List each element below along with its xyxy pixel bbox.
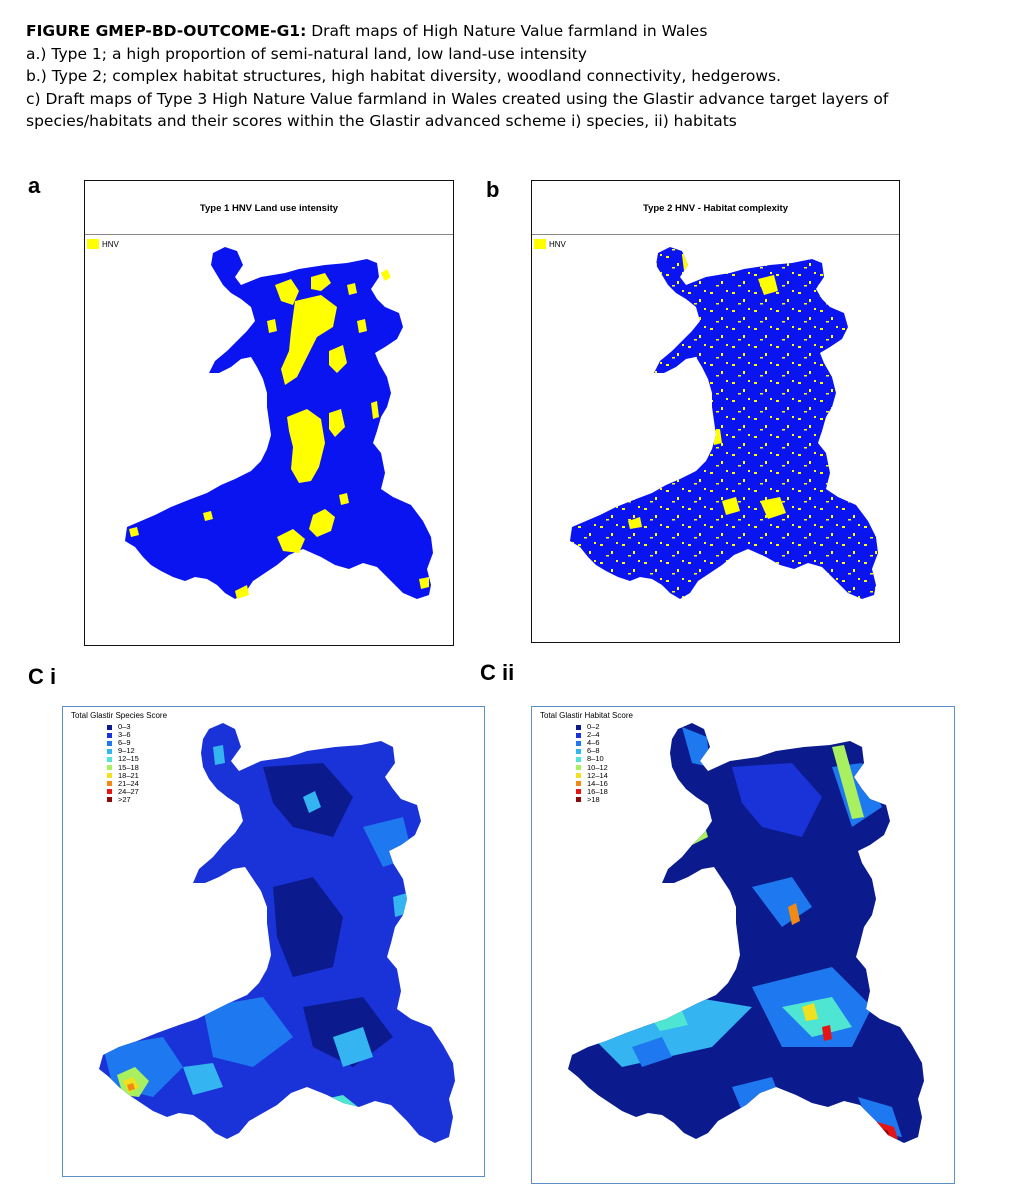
habitat-legend-label: 8–10	[587, 754, 604, 764]
map-b-title: Type 2 HNV - Habitat complexity	[532, 181, 899, 235]
habitat-legend-label: 6–8	[587, 746, 600, 756]
species-legend-item	[107, 723, 167, 731]
caption-line-b: b.) Type 2; complex habitat structures, high habitat diversity, woodland connectivity, hedgerows.	[26, 67, 782, 85]
habitat-legend-item	[576, 723, 633, 731]
species-legend-label: 6–9	[118, 738, 131, 748]
habitat-legend-label: 2–4	[587, 730, 600, 740]
species-legend-swatch	[107, 741, 112, 746]
habitat-legend-swatch	[576, 757, 581, 762]
habitat-legend-item	[576, 731, 633, 739]
species-legend-label: 0–3	[118, 722, 131, 732]
species-legend-item	[107, 731, 167, 739]
species-legend-item	[107, 796, 167, 804]
habitat-legend-items	[540, 723, 633, 804]
species-legend-swatch	[107, 773, 112, 778]
habitat-legend-swatch	[576, 741, 581, 746]
habitat-score-legend	[540, 711, 633, 804]
species-legend-swatch	[107, 797, 112, 802]
figure-id: FIGURE GMEP-BD-OUTCOME-G1:	[26, 22, 307, 40]
habitat-legend-label: 12–14	[587, 770, 608, 780]
habitat-legend-label: 14–16	[587, 778, 608, 788]
species-legend-label: 15–18	[118, 762, 139, 772]
habitat-legend-item	[576, 739, 633, 747]
habitat-legend-swatch	[576, 781, 581, 786]
habitat-legend-swatch	[576, 797, 581, 802]
species-legend-swatch	[107, 757, 112, 762]
habitat-legend-swatch	[576, 773, 581, 778]
species-legend-swatch	[107, 733, 112, 738]
panel-b-letter: b	[486, 177, 500, 202]
habitat-legend-swatch	[576, 765, 581, 770]
species-legend-label: 18–21	[118, 770, 139, 780]
figure-title: Draft maps of High Nature Value farmland in Wales	[306, 22, 708, 40]
panel-a-letter: a	[28, 173, 41, 198]
species-legend-label: 21–24	[118, 778, 139, 788]
habitat-legend-label: 4–6	[587, 738, 600, 748]
map-a-title: Type 1 HNV Land use intensity	[85, 181, 453, 235]
species-legend-item	[107, 739, 167, 747]
map-panel-ci	[62, 706, 485, 1177]
habitat-legend-item	[576, 788, 633, 796]
species-legend-label: 24–27	[118, 786, 139, 796]
species-legend-label: 9–12	[118, 746, 135, 756]
caption-line-c1: c) Draft maps of Type 3 High Nature Value farmland in Wales created using the Glastir advance target layers of	[26, 89, 889, 108]
map-b-legend-label: HNV	[549, 239, 566, 249]
habitat-legend-swatch	[576, 725, 581, 730]
map-a-canvas	[85, 181, 455, 647]
species-legend-swatch	[107, 749, 112, 754]
species-legend-swatch	[107, 725, 112, 730]
caption-line-a: a.) Type 1; a high proportion of semi-natural land, low land-use intensity	[26, 44, 587, 63]
caption-title-line	[26, 20, 1006, 43]
habitat-legend-swatch	[576, 749, 581, 754]
species-legend-label: 12–15	[118, 754, 139, 764]
habitat-legend-label: >18	[587, 794, 600, 804]
species-legend-swatch	[107, 781, 112, 786]
habitat-legend-swatch	[576, 789, 581, 794]
species-score-legend	[71, 711, 167, 804]
species-legend-title: Total Glastir Species Score	[71, 711, 168, 720]
panel-cii-letter: C ii	[480, 660, 515, 685]
wales-landmass-a	[125, 247, 433, 599]
caption-line-c2: species/habitats and their scores within the Glastir advanced scheme i) species, ii) habitats	[26, 112, 737, 130]
hnv-areas-b	[532, 241, 901, 621]
panel-ci-letter: C i	[28, 664, 57, 689]
habitat-legend-label: 10–12	[587, 762, 608, 772]
species-legend-swatch	[107, 789, 112, 794]
figure-caption	[26, 20, 1006, 133]
species-legend-items	[71, 723, 167, 804]
habitat-legend-swatch	[576, 733, 581, 738]
map-panel-cii	[531, 706, 955, 1184]
map-a-legend-label: HNV	[102, 239, 119, 249]
species-legend-item	[107, 788, 167, 796]
habitat-legend-item	[576, 796, 633, 804]
habitat-legend-label: 16–18	[587, 786, 608, 796]
map-panel-a	[84, 180, 454, 646]
habitat-legend-label: 0–2	[587, 722, 600, 732]
species-legend-swatch	[107, 765, 112, 770]
map-b-canvas	[532, 181, 901, 644]
species-legend-label: 3–6	[118, 730, 131, 740]
habitat-legend-item	[576, 747, 633, 755]
species-legend-label: >27	[118, 794, 131, 804]
map-panel-b	[531, 180, 900, 643]
habitat-legend-title: Total Glastir Habitat Score	[540, 711, 633, 720]
